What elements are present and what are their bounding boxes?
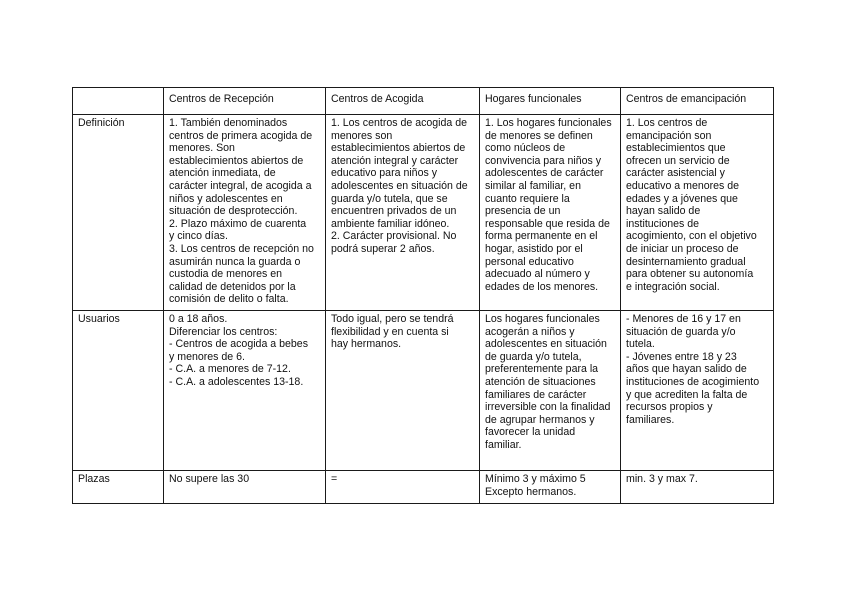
table-row-usuarios xyxy=(73,311,774,471)
header-cell-centros-emancipacion: Centros de emancipación xyxy=(621,88,774,115)
cell-definicion-recepcion: 1. También denominados centros de primera acogida de menores. Son establecimientos abiertos de atención inmediata, de carácter integral, de acogida a niños y adolescentes en situación de desprotección. 2. Plazo máximo de cuarenta y cinco días. 3. Los centros de recepción no asumirán nunca la guarda o custodia de menores en calidad de detenidos por la comisión de delito o falta. xyxy=(164,115,326,311)
header-cell-centros-recepcion: Centros de Recepción xyxy=(164,88,326,115)
table-header-row xyxy=(73,88,774,115)
row-label-definicion: Definición xyxy=(73,115,164,311)
cell-definicion-hogares: 1. Los hogares funcionales de menores se definen como núcleos de convivencia para niños y adolescentes de carácter similar al familiar, en cuanto requiere la presencia de un responsable que resida de forma permanente en el hogar, asistido por el personal educativo adecuado al número y edades de los menores. xyxy=(480,115,621,311)
cell-definicion-acogida: 1. Los centros de acogida de menores son establecimientos abiertos de atención integral y carácter educativo para niños y adolescentes en situación de guarda y/o tutela, que se encuentren privados de un ambiente familiar idóneo. 2. Carácter provisional. No podrá superar 2 años. xyxy=(326,115,480,311)
comparison-table xyxy=(72,87,774,504)
cell-plazas-acogida: = xyxy=(326,471,480,504)
cell-usuarios-emancipacion: - Menores de 16 y 17 en situación de guarda y/o tutela. - Jóvenes entre 18 y 23 años que hayan salido de instituciones de acogimiento y que acrediten la falta de recursos propios y familiares. xyxy=(621,311,774,471)
header-cell-hogares-funcionales: Hogares funcionales xyxy=(480,88,621,115)
cell-definicion-emancipacion: 1. Los centros de emancipación son establecimientos que ofrecen un servicio de carácter asistencial y educativo a menores de edades y a jóvenes que hayan salido de instituciones de acogimiento, con el objetivo de iniciar un proceso de desinternamiento gradual para obtener su autonomía e integración social. xyxy=(621,115,774,311)
row-label-usuarios: Usuarios xyxy=(73,311,164,471)
cell-usuarios-recepcion: 0 a 18 años. Diferenciar los centros: - Centros de acogida a bebes y menores de 6. - C.A. a menores de 7-12. - C.A. a adolescentes 13-18. xyxy=(164,311,326,471)
table-row-definicion xyxy=(73,115,774,311)
header-cell-empty xyxy=(73,88,164,115)
table-row-plazas xyxy=(73,471,774,504)
cell-plazas-hogares: Mínimo 3 y máximo 5 Excepto hermanos. xyxy=(480,471,621,504)
cell-plazas-recepcion: No supere las 30 xyxy=(164,471,326,504)
cell-plazas-emancipacion: min. 3 y max 7. xyxy=(621,471,774,504)
header-cell-centros-acogida: Centros de Acogida xyxy=(326,88,480,115)
row-label-plazas: Plazas xyxy=(73,471,164,504)
cell-usuarios-hogares: Los hogares funcionales acogerán a niños y adolescentes en situación de guarda y/o tutela, preferentemente para la atención de situaciones familiares de carácter irreversible con la finalidad de agrupar hermanos y favorecer la unidad familiar. xyxy=(480,311,621,471)
cell-usuarios-acogida: Todo igual, pero se tendrá flexibilidad y en cuenta si hay hermanos. xyxy=(326,311,480,471)
